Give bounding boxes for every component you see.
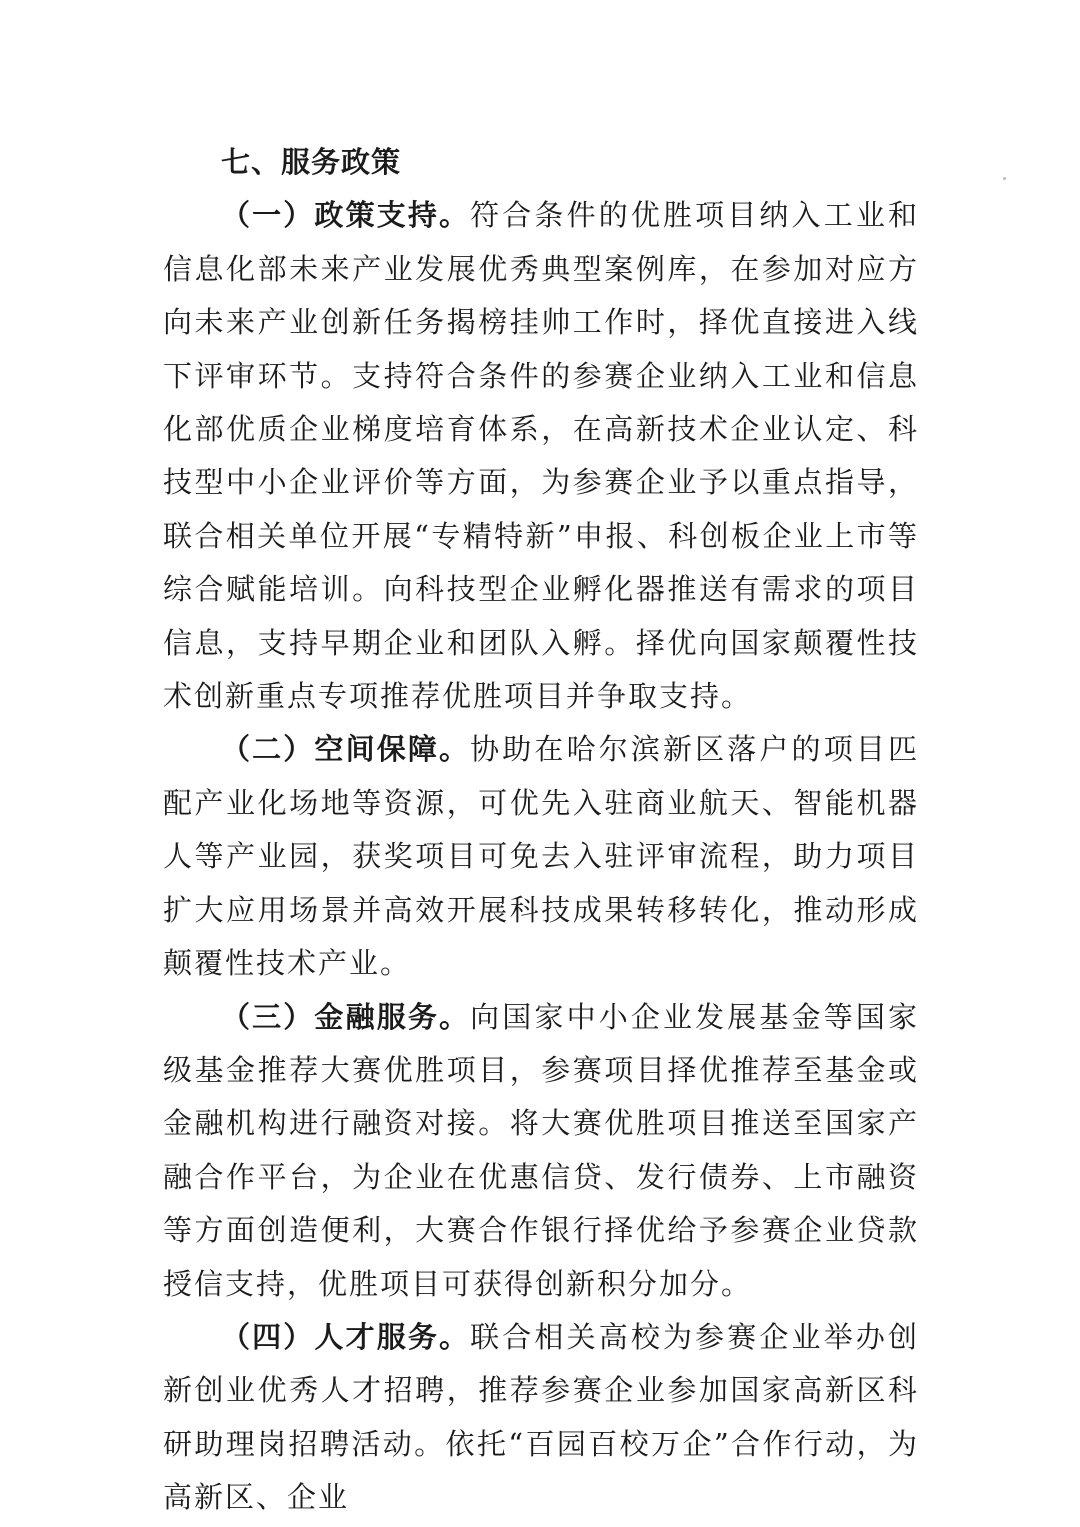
paragraph-lead: （三）金融服务。	[221, 999, 471, 1034]
paragraph-lead: （四）人才服务。	[221, 1319, 471, 1354]
paragraph-lead: （二）空间保障。	[221, 732, 471, 767]
paragraph-financial-services	[163, 991, 919, 1311]
paragraph-space-guarantee	[163, 723, 919, 990]
paragraph-lead: （一）政策支持。	[221, 198, 471, 233]
paragraph-body: 联合相关高校为参赛企业举办创新创业优秀人才招聘，推荐参赛企业参加国家高新区科研助理岗招聘活动。依托“百园百校万企”合作行动，为高新区、企业	[163, 1319, 919, 1515]
paragraph-body: 协助在哈尔滨新区落户的项目匹配产业化场地等资源，可优先入驻商业航天、智能机器人等产业园，获奖项目可免去入驻评审流程，助力项目扩大应用场景并高效开展科技成果转移转化，推动形成颠覆性技术产业。	[163, 732, 919, 981]
section-heading: 七、服务政策	[221, 145, 402, 179]
paragraph-body: 向国家中小企业发展基金等国家级基金推荐大赛优胜项目，参赛项目择优推荐至基金或金融机构进行融资对接。将大赛优胜项目推送至国家产融合作平台，为企业在优惠信贷、发行债券、上市融资等方面创造便利，大赛合作银行择优给予参赛企业贷款授信支持，优胜项目可获得创新积分加分。	[163, 999, 919, 1301]
paragraph-policy-support	[163, 189, 919, 723]
paragraph-body: 符合条件的优胜项目纳入工业和信息化部未来产业发展优秀典型案例库，在参加对应方向未来产业创新任务揭榜挂帅工作时，择优直接进入线下评审环节。支持符合条件的参赛企业纳入工业和信息化部优质企业梯度培育体系，在高新技术企业认定、科技型中小企业评价等方面，为参赛企业予以重点指导，联合相关单位开展“专精特新”申报、科创板企业上市等综合赋能培训。向科技型企业孵化器推送有需求的项目信息，支持早期企业和团队入孵。择优向国家颠覆性技术创新重点专项推荐优胜项目并争取支持。	[163, 198, 919, 714]
paragraph-talent-services	[163, 1311, 919, 1525]
document-body	[163, 136, 919, 1525]
scan-speck	[1003, 177, 1006, 180]
